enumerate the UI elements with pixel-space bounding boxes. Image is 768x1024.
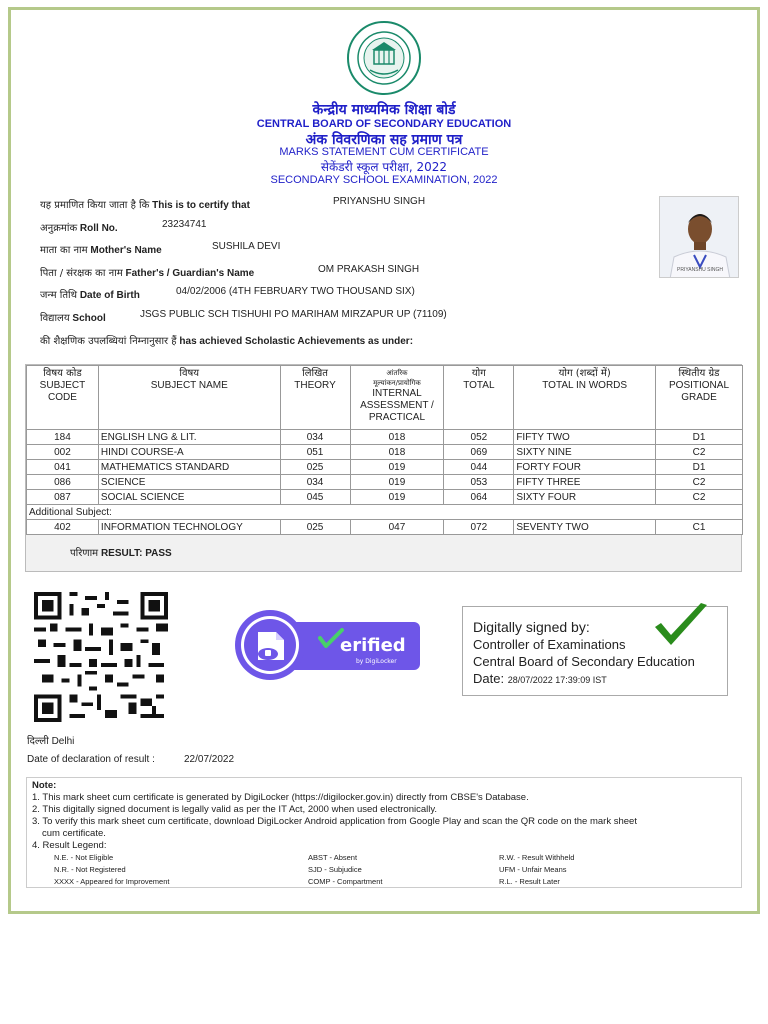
theory-marks: 034 [280,430,350,445]
badge-verified-text: erified [340,635,406,656]
theory-marks: 045 [280,490,350,505]
legend-column-3: R.W. - Result Withheld UFM - Unfair Means R.L. - Result Later [499,853,575,886]
subject-name: HINDI COURSE-A [98,445,280,460]
positional-grade: D1 [656,430,743,445]
total-in-words: SIXTY NINE [514,445,656,460]
header-subject-code: विषय कोड SUBJECT CODE [27,366,99,430]
table-row [27,445,743,460]
table-row [27,490,743,505]
qr-code-icon[interactable] [33,592,169,722]
header-subject-name: विषय SUBJECT NAME [98,366,280,430]
internal-marks: 019 [350,490,444,505]
total-in-words: FIFTY THREE [514,475,656,490]
additional-subject-row [27,505,743,520]
cbse-logo-icon [346,20,422,96]
total-marks: 072 [444,520,514,535]
school-name: JSGS PUBLIC SCH TISHUHI PO MARIHAM MIRZAPUR UP (71109) [140,309,447,320]
board-name: CENTRAL BOARD OF SECONDARY EDUCATION [256,118,512,130]
student-photo-icon [660,197,739,278]
roll-number: 23234741 [162,219,207,230]
result-status: परिणाम RESULT: PASS [70,548,172,559]
subject-name: SOCIAL SCIENCE [98,490,280,505]
signature-line-2: Controller of Examinations [473,637,626,652]
additional-subject-label: Additional Subject: [27,505,743,520]
internal-marks: 047 [350,520,444,535]
total-in-words: FORTY FOUR [514,460,656,475]
total-in-words: SEVENTY TWO [514,520,656,535]
certificate-title: MARKS STATEMENT CUM CERTIFICATE [279,146,489,158]
total-marks: 069 [444,445,514,460]
declaration-label: Date of declaration of result : [27,754,155,765]
total-marks: 053 [444,475,514,490]
total-in-words: FIFTY TWO [514,430,656,445]
header-total-words: योग (शब्दों में) TOTAL IN WORDS [514,366,656,430]
dob-label: जन्म तिथि Date of Birth [40,290,140,301]
father-name: OM PRAKASH SINGH [318,264,420,275]
note-item: cum certificate. [42,828,106,839]
place: दिल्ली Delhi [27,736,75,747]
certificate-title-hindi: अंक विवरणिका सह प्रमाण पत्र [305,132,463,148]
photo-caption: PRIYANSHU SINGH [676,267,724,273]
subject-code: 041 [27,460,99,475]
subject-code: 087 [27,490,99,505]
marks-table-panel [25,364,742,572]
date-of-birth: 04/02/2006 (4TH FEBRUARY TWO THOUSAND SIX) [176,286,415,297]
roll-label: अनुक्रमांक Roll No. [40,223,118,234]
father-label: पिता / संरक्षक का नाम Father's / Guardian's Name [40,268,255,279]
header-theory: लिखित THEORY [280,366,350,430]
board-name-hindi: केन्द्रीय माध्यमिक शिक्षा बोर्ड [312,102,456,118]
exam-title-hindi: सेकेंडरी स्कूल परीक्षा, 2022 [320,160,448,174]
positional-grade: C2 [656,475,743,490]
subject-name: SCIENCE [98,475,280,490]
internal-marks: 019 [350,460,444,475]
subject-code: 002 [27,445,99,460]
table-row [27,475,743,490]
subject-name: MATHEMATICS STANDARD [98,460,280,475]
exam-title: SECONDARY SCHOOL EXAMINATION, 2022 [270,174,498,186]
subject-code: 086 [27,475,99,490]
note-item: 1. This mark sheet cum certificate is generated by DigiLocker (https://digilocker.gov.in) directly from CBSE's Database. [32,792,529,803]
positional-grade: C1 [656,520,743,535]
internal-marks: 019 [350,475,444,490]
header-internal: आंतरिक मूल्यांकन/प्रायोगिक INTERNAL ASSESSMENT / PRACTICAL [350,366,444,430]
theory-marks: 051 [280,445,350,460]
theory-marks: 025 [280,460,350,475]
table-row [27,520,743,535]
positional-grade: C2 [656,490,743,505]
notes-panel [26,777,742,888]
internal-marks: 018 [350,445,444,460]
signature-date: Date: 28/07/2022 17:39:09 IST [473,671,607,686]
table-row [27,430,743,445]
school-label: विद्यालय School [40,313,106,324]
note-item: 4. Result Legend: [32,840,107,851]
mother-label: माता का नाम Mother's Name [40,245,162,256]
internal-marks: 018 [350,430,444,445]
certify-label: यह प्रमाणित किया जाता है कि This is to certify that [40,200,250,211]
checkmark-icon [651,601,711,651]
total-marks: 044 [444,460,514,475]
subject-name: ENGLISH LNG & LIT. [98,430,280,445]
digital-signature-box [462,606,728,696]
subject-code: 402 [27,520,99,535]
badge-subtext: by DigiLocker [356,658,397,665]
digilocker-verified-badge [234,610,422,680]
header-total: योग TOTAL [444,366,514,430]
subject-code: 184 [27,430,99,445]
positional-grade: C2 [656,445,743,460]
positional-grade: D1 [656,460,743,475]
note-item: 3. To verify this mark sheet cum certificate, download DigiLocker Android application from Google Play and scan the QR code on the mark sheet [32,816,637,827]
student-name: PRIYANSHU SINGH [333,196,426,207]
subject-name: INFORMATION TECHNOLOGY [98,520,280,535]
mother-name: SUSHILA DEVI [212,241,281,252]
total-marks: 052 [444,430,514,445]
marks-table [26,365,743,535]
signature-line-1: Digitally signed by: [473,619,590,635]
table-row [27,460,743,475]
signature-line-3: Central Board of Secondary Education [473,654,695,669]
achievement-label: की शैक्षणिक उपलब्धियां निम्नानुसार हैं has achieved Scholastic Achievements as under: [40,336,414,347]
header-grade: स्थितीय ग्रेड POSITIONAL GRADE [656,366,743,430]
legend-column-1: N.E. - Not Eligible N.R. - Not Registered XXXX - Appeared for Improvement [54,853,170,886]
note-title: Note: [32,780,57,791]
theory-marks: 034 [280,475,350,490]
theory-marks: 025 [280,520,350,535]
student-photo [659,196,739,278]
note-item: 2. This digitally signed document is legally valid as per the IT Act, 2000 when used electronically. [32,804,438,815]
total-in-words: SIXTY FOUR [514,490,656,505]
declaration-date: 22/07/2022 [184,754,235,765]
legend-column-2: ABST - Absent SJD - Subjudice COMP - Compartment [308,853,383,886]
total-marks: 064 [444,490,514,505]
table-header-row [27,366,743,430]
